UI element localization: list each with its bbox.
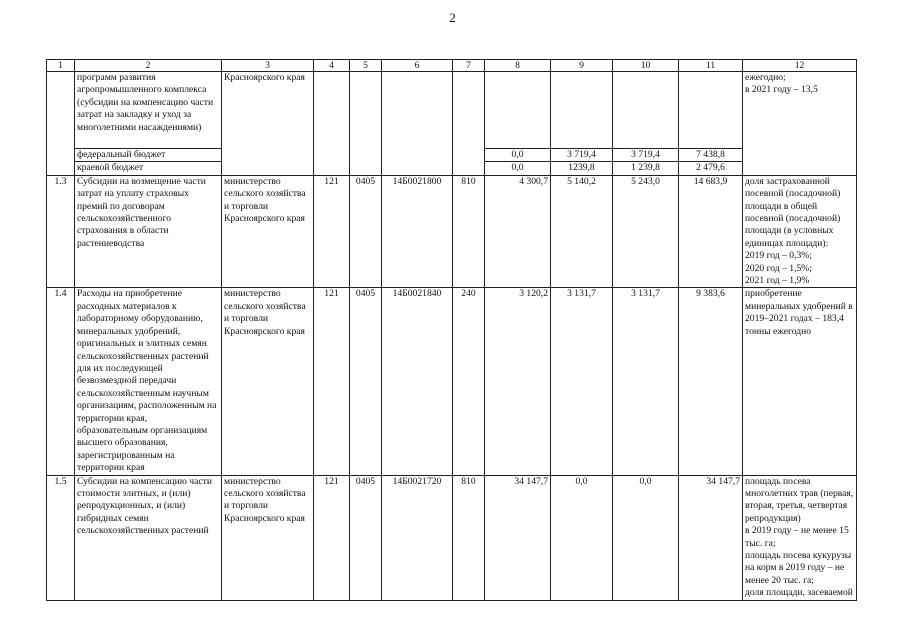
result-line: в 2021 году – 13,5	[745, 84, 818, 96]
value-cell: 1239,8	[551, 162, 613, 175]
value-cell: 121	[314, 475, 350, 600]
header-cell: 2	[75, 60, 222, 72]
result-line: доля застрахованной посевной (посадочной) площади в общей посевной (посадочной) площади (в условных единицах площади):	[745, 175, 841, 249]
result-line: приобретение минеральных удобрений в 2019–2021 годах – 183,4 тонны ежегодно	[745, 288, 853, 337]
result-line: 2020 год – 1,5%;	[745, 262, 812, 274]
value-cell: 1 239,8	[613, 162, 679, 175]
table-row	[47, 288, 857, 475]
value-cell: 810	[453, 475, 485, 600]
value-cell: 5 140,2	[551, 175, 613, 288]
header-cell: 1	[47, 60, 75, 72]
header-cell: 10	[613, 60, 679, 72]
header-cell: 3	[222, 60, 314, 72]
table-row	[47, 175, 857, 288]
result-line: 2021 год – 1,9%	[745, 275, 810, 287]
result-line: 2019 год – 0,3%;	[745, 250, 812, 262]
value-cell: 0,0	[485, 162, 551, 175]
result-line: в 2019 году – не менее 15 тыс. га;	[745, 525, 849, 549]
measure-name: программ развития агропромышленного комплекса (субсидии на компенсацию части затрат на закладку и уход за многолетними насаждениями)	[75, 72, 222, 149]
value-cell: 3 131,7	[613, 288, 679, 475]
header-cell: 6	[382, 60, 453, 72]
value-cell: 810	[453, 175, 485, 288]
value-cell: 0,0	[551, 475, 613, 600]
cell	[453, 72, 485, 176]
value-cell: 121	[314, 175, 350, 288]
header-cell: 11	[679, 60, 743, 72]
result-line: площадь посева кукурузы на корм в 2019 году – не менее 20 тыс. га;	[745, 550, 852, 586]
cell	[382, 72, 453, 176]
header-cell: 8	[485, 60, 551, 72]
row-number: 1.3	[47, 175, 75, 288]
cell	[350, 72, 382, 176]
row-number: 1.4	[47, 288, 75, 475]
cell	[613, 72, 679, 149]
executor: Красноярского края	[222, 72, 314, 176]
value-cell: 3 120,2	[485, 288, 551, 475]
cell	[679, 72, 743, 149]
header-cell: 9	[551, 60, 613, 72]
result-line: площадь посева многолетних трав (первая, вторая, третья, четвертая репродукция)	[745, 475, 854, 524]
row-number	[47, 72, 75, 176]
value-cell: 0405	[350, 475, 382, 600]
value-cell: 121	[314, 288, 350, 475]
value-cell: 14Б0021840	[382, 288, 453, 475]
budget-label: краевой бюджет	[75, 162, 222, 175]
value-cell: 34 147,7	[679, 475, 743, 600]
page-number: 2	[449, 10, 456, 25]
program-table	[46, 59, 857, 601]
executor: министерство сельского хозяйства и торговли Красноярского края	[222, 175, 314, 288]
value-cell: 14Б0021720	[382, 475, 453, 600]
measure-name: Субсидии на возмещение части затрат на уплату страховых премий по договорам сельскохозяйственного страхования в области растениеводства	[75, 175, 222, 288]
header-cell: 5	[350, 60, 382, 72]
budget-label: федеральный бюджет	[75, 149, 222, 162]
table-row	[47, 475, 857, 600]
value-cell: 2 479,6	[679, 162, 743, 175]
value-cell: 3 719,4	[613, 149, 679, 162]
cell	[314, 72, 350, 176]
value-cell: 9 383,6	[679, 288, 743, 475]
value-cell: 4 300,7	[485, 175, 551, 288]
executor: министерство сельского хозяйства и торговли Красноярского края	[222, 475, 314, 600]
header-cell: 12	[743, 60, 857, 72]
value-cell: 0,0	[485, 149, 551, 162]
value-cell: 240	[453, 288, 485, 475]
result-line: доля площади, засеваемой	[745, 587, 853, 599]
value-cell: 7 438,8	[679, 149, 743, 162]
executor: министерство сельского хозяйства и торговли Красноярского края	[222, 288, 314, 475]
header-row	[47, 60, 857, 72]
value-cell: 14 683,9	[679, 175, 743, 288]
value-cell: 0405	[350, 175, 382, 288]
expected-result	[743, 288, 857, 475]
value-cell: 0405	[350, 288, 382, 475]
header-cell: 4	[314, 60, 350, 72]
result-line: ежегодно;	[745, 72, 786, 83]
value-cell: 34 147,7	[485, 475, 551, 600]
value-cell: 14Б0021800	[382, 175, 453, 288]
measure-name: Расходы на приобретение расходных материалов к лабораторному оборудованию, минеральных удобрений, оригинальных и элитных семян сельскохозяйственных растений для их последующей безвозмездной передачи сельскохозяйственным научным организациям, расположенным на территории края, образовательным организациям высшего образования, зарегистрированным на территории края	[75, 288, 222, 475]
expected-result	[743, 175, 857, 288]
cell	[485, 72, 551, 149]
row-number: 1.5	[47, 475, 75, 600]
value-cell: 3 719,4	[551, 149, 613, 162]
cell	[551, 72, 613, 149]
header-cell: 7	[453, 60, 485, 72]
value-cell: 5 243,0	[613, 175, 679, 288]
value-cell: 0,0	[613, 475, 679, 600]
value-cell: 3 131,7	[551, 288, 613, 475]
expected-result	[743, 72, 857, 176]
table-row	[47, 72, 857, 149]
expected-result	[743, 475, 857, 600]
measure-name: Субсидии на компенсацию части стоимости элитных, и (или) репродукционных, и (или) гибридных семян сельскохозяйственных растений	[75, 475, 222, 600]
